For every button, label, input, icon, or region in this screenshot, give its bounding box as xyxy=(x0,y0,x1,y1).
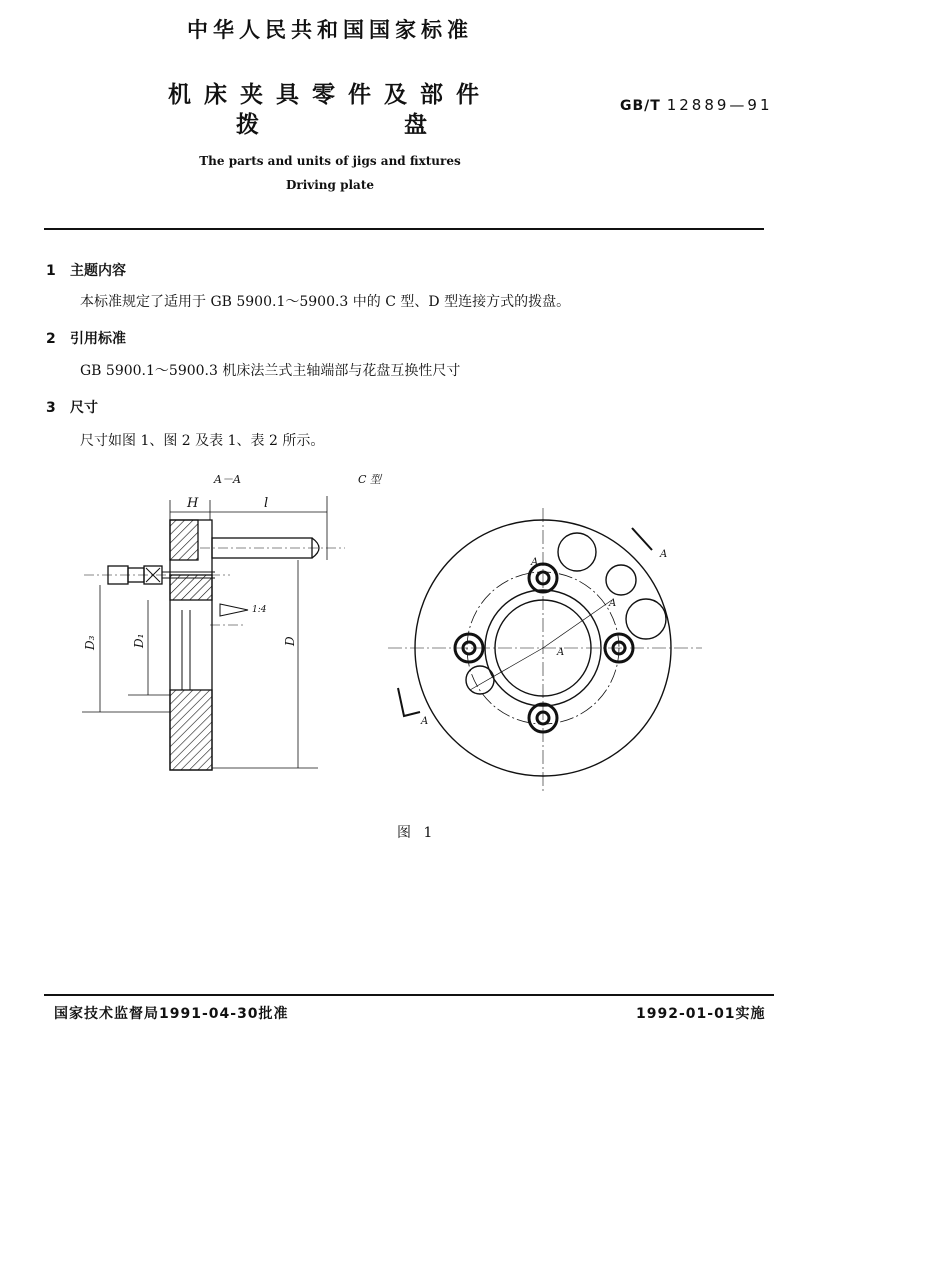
standard-code-number: 12889—91 xyxy=(666,96,773,114)
section-number: 3 xyxy=(46,400,56,416)
approval-date: 国家技术监督局1991-04-30批准 xyxy=(54,1006,289,1022)
section-title: 尺寸 xyxy=(70,400,98,416)
standard-code-prefix: GB/T xyxy=(620,98,661,114)
cut-label-bolt: A xyxy=(531,557,539,568)
type-label: C 型 xyxy=(358,473,381,486)
section-label: A－A xyxy=(214,473,241,486)
national-standard-heading: 中华人民共和国国家标准 xyxy=(187,18,473,42)
footer-rule xyxy=(44,994,774,996)
cut-label-mid: A xyxy=(609,598,617,609)
section-view xyxy=(82,473,345,770)
section-2-text: GB 5900.1～5900.3 机床法兰式主轴端部与花盘互换性尺寸 xyxy=(80,363,461,379)
implementation-date: 1992-01-01实施 xyxy=(636,1006,766,1022)
standard-subtitle-char-1: 拨 xyxy=(236,112,259,138)
english-title: The parts and units of jigs and fixtures xyxy=(199,154,461,168)
dim-D3-label: D₃ xyxy=(83,635,97,650)
dim-l-label: l xyxy=(264,496,269,511)
dim-D1-label: D₁ xyxy=(132,633,146,648)
standard-subtitle-char-2: 盘 xyxy=(404,112,427,138)
front-view xyxy=(358,473,702,792)
dim-H-label: H xyxy=(187,496,199,511)
section-number: 2 xyxy=(46,331,56,347)
cut-label-top: A xyxy=(660,549,668,560)
cut-label-center: A xyxy=(557,647,565,658)
section-3-text: 尺寸如图 1、图 2 及表 1、表 2 所示。 xyxy=(80,433,325,449)
standard-title: 机床夹具零件及部件 xyxy=(168,82,492,108)
english-subtitle: Driving plate xyxy=(285,178,374,192)
taper-label: 1:4 xyxy=(252,605,267,615)
figure-caption: 图 1 xyxy=(397,825,437,841)
section-1-text: 本标准规定了适用于 GB 5900.1～5900.3 中的 C 型、D 型连接方式的拨盘。 xyxy=(80,294,571,310)
dim-D-label: D xyxy=(283,636,297,646)
section-number: 1 xyxy=(46,263,56,279)
section-title: 主题内容 xyxy=(70,263,126,279)
cut-label-bottom: A xyxy=(421,716,429,727)
section-title: 引用标准 xyxy=(70,331,126,347)
